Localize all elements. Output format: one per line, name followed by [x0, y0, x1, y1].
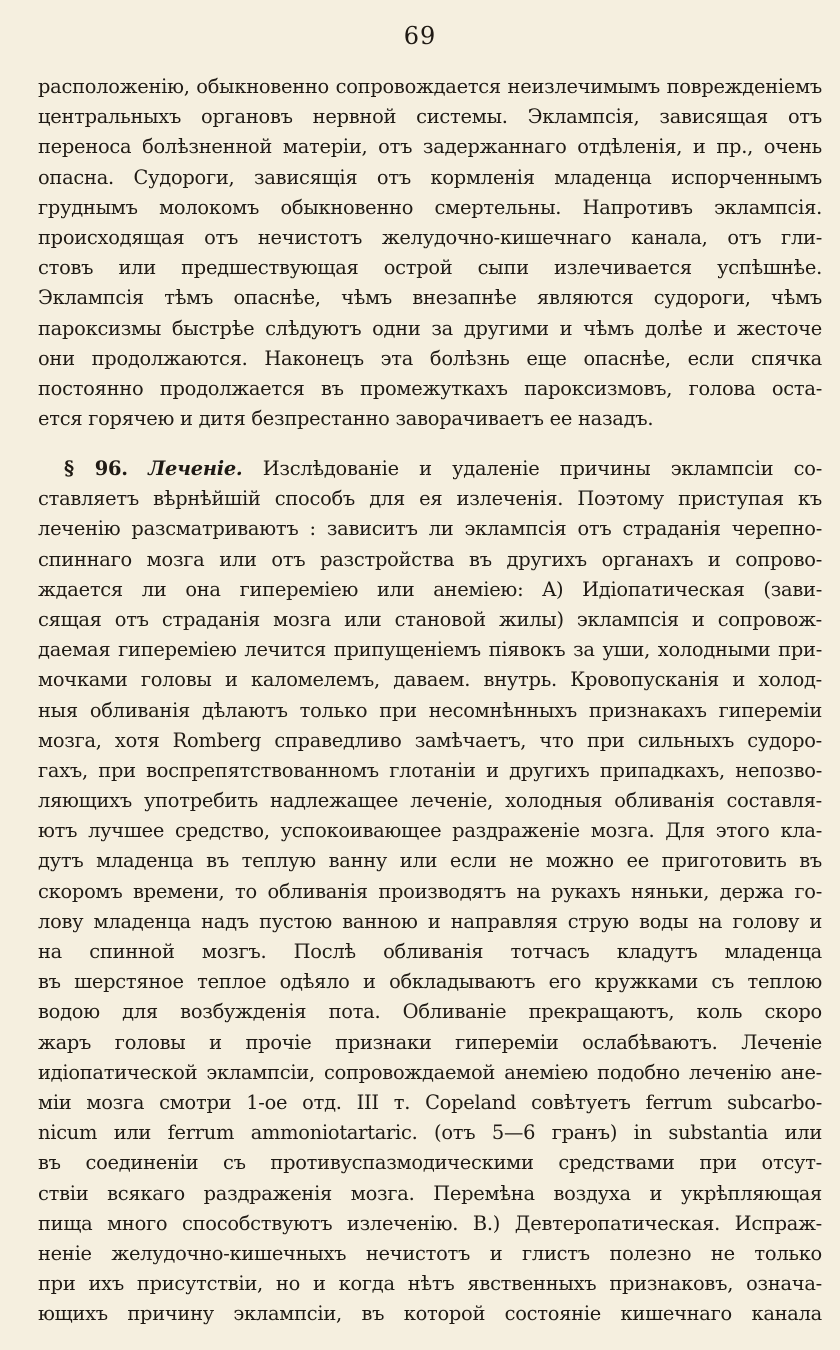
text-line: въ соединеніи съ противуспазмодическими средствами при отсут-	[38, 1151, 822, 1175]
text-line: неніе желудочно-кишечныхъ нечистотъ и глистъ полезно не только	[38, 1241, 822, 1265]
text-line: ющихъ причину эклампсіи, въ которой состояніе кишечнаго канала	[38, 1302, 822, 1326]
paragraph-treatment	[38, 454, 822, 1329]
text-line: пища много способствуютъ излеченію. B.) Девтеропатическая. Испраж-	[38, 1211, 822, 1235]
text-line: расположенію, обыкновенно сопровождается неизлечимымъ поврежденіемъ	[38, 75, 822, 98]
section-heading: Леченіе.	[148, 457, 243, 480]
text-line: ныя обливанія дѣлаютъ только при несомнѣнныхъ признакахъ гипереміи	[38, 698, 822, 722]
paragraph-prognosis	[38, 72, 822, 434]
text-line: сящая отъ страданія мозга или становой жилы) эклампсія и сопровож-	[38, 607, 822, 631]
text-line: на спинной мозгъ. Послѣ обливанія тотчасъ кладутъ младенца	[38, 940, 822, 963]
text-line: центральныхъ органовъ нервной системы. Эклампсія, зависящая отъ	[38, 105, 822, 129]
text-line: ляющихъ употребить надлежащее леченіе, холодныя обливанія составля-	[38, 789, 822, 813]
text-line: происходящая отъ нечистотъ желудочно-кишечнаго канала, отъ гли-	[38, 225, 822, 249]
text-line: идіопатической эклампсіи, сопровождаемой анеміею подобно леченію ане-	[38, 1060, 822, 1084]
text-line: мозга, хотя Romberg справедливо замѣчаетъ, что при сильныхъ судоро-	[38, 728, 822, 752]
text-line: Эклампсія тѣмъ опаснѣе, чѣмъ внезапнѣе являются судороги, чѣмъ	[38, 286, 822, 310]
text-line: лову младенца надъ пустою ванною и направляя струю воды на голову и	[38, 909, 822, 933]
text-line: жаръ головы и прочіе признаки гипереміи ослабѣваютъ. Леченіе	[38, 1030, 822, 1054]
text-line: водою для возбужденія пота. Обливаніе прекращаютъ, коль скоро	[38, 1000, 822, 1024]
text-line: мочками головы и каломелемъ, даваем. внутрь. Кровопусканія и холод-	[38, 668, 822, 692]
text-line: ется горячею и дитя безпрестанно заворачиваетъ ее назадъ.	[38, 407, 654, 431]
text-line: міи мозга смотри 1-ое отд. III т. Copeland совѣтуетъ ferrum subcarbo-	[38, 1090, 822, 1114]
section-mark: § 96.	[64, 457, 128, 480]
page-number: 69	[403, 22, 437, 50]
text-line: ствіи всякаго раздраженія мозга. Перемѣна воздуха и укрѣпляющая	[38, 1181, 822, 1205]
text-line: даемая гипереміею лечится припущеніемъ піявокъ за уши, холодными при-	[38, 638, 822, 662]
text-line: опасна. Судороги, зависящія отъ кормленія младенца испорченнымъ	[38, 165, 822, 189]
text-line: переноса болѣзненной матеріи, отъ задержаннаго отдѣленія, и пр., очень	[38, 135, 822, 159]
text-line: ставляетъ вѣрнѣйшій способъ для ея излеченія. Поэтому приступая къ	[38, 487, 822, 511]
section-first-line	[38, 454, 822, 484]
text-line: въ шерстяное теплое одѣяло и обкладываютъ его кружками съ теплою	[38, 970, 822, 994]
text-line: груднымъ молокомъ обыкновенно смертельны. Напротивъ эклампсія.	[38, 195, 822, 219]
text-line: постоянно продолжается въ промежуткахъ пароксизмовъ, голова оста-	[38, 376, 822, 400]
text-line: пароксизмы быстрѣе слѣдуютъ одни за другими и чѣмъ долѣе и жесточе	[38, 316, 822, 340]
text-line: дутъ младенца въ теплую ванну или если не можно ее приготовить въ	[38, 849, 822, 873]
text-line: при ихъ присутствіи, но и когда нѣтъ явственныхъ признаковъ, означа-	[38, 1272, 822, 1296]
text-line: ютъ лучшее средство, успокоивающее раздраженіе мозга. Для этого кла-	[38, 819, 822, 843]
text-line: nicum или ferrum ammoniotartaric. (отъ 5—6 гранъ) in substantia или	[38, 1121, 822, 1145]
text-line: спиннаго мозга или отъ разстройства въ другихъ органахъ и сопрово-	[38, 547, 822, 571]
section-first-line-text: Изслѣдованіе и удаленіе причины эклампсіи со-	[262, 457, 822, 480]
text-line: стовъ или предшествующая острой сыпи излечивается успѣшнѣе.	[38, 256, 822, 280]
text-line: леченію разсматриваютъ : зависитъ ли эклампсія отъ страданія черепно-	[38, 517, 822, 541]
text-line: гахъ, при воспрепятствованномъ глотаніи и другихъ припадкахъ, непозво-	[38, 758, 822, 782]
text-line: они продолжаются. Наконецъ эта болѣзнь еще опаснѣе, если спячка	[38, 346, 822, 370]
text-line: скоромъ времени, то обливанія производятъ на рукахъ няньки, держа го-	[38, 879, 822, 903]
text-line: ждается ли она гипереміею или анеміею: A) Идіопатическая (зави-	[38, 577, 822, 601]
